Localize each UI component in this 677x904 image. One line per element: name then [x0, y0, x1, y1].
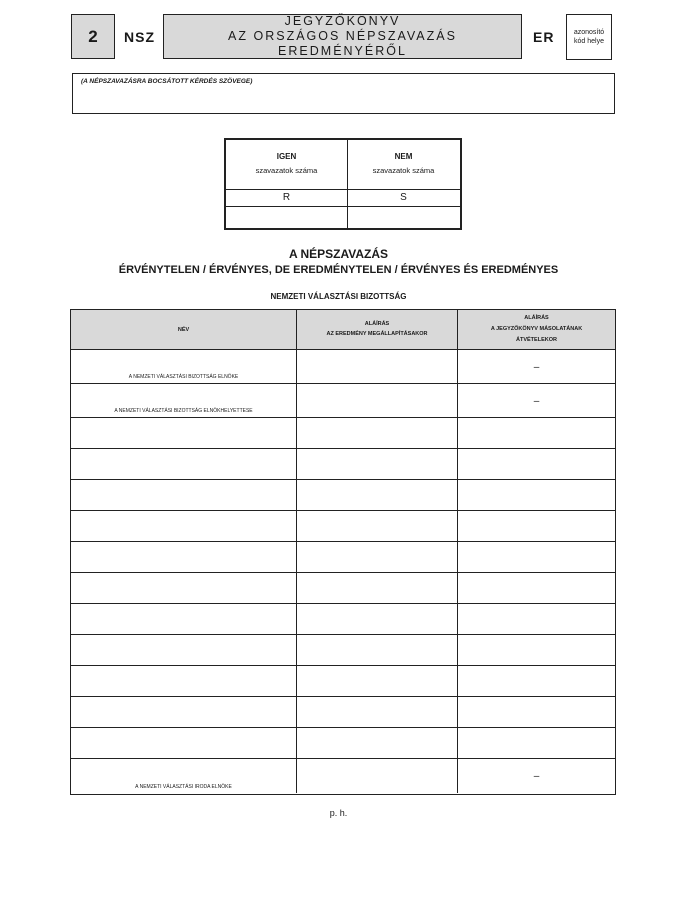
yes-vote-subtitle: szavazatok száma [255, 166, 318, 175]
column-header-signature-copy-line3: ÁTVÉTELEKOR [516, 337, 557, 343]
signature-copy-cell[interactable] [458, 480, 615, 510]
signature-result-cell[interactable] [297, 697, 458, 727]
signature-table-header [71, 310, 615, 350]
signature-copy-cell[interactable] [458, 542, 615, 572]
signature-result-cell[interactable] [297, 573, 458, 603]
name-cell[interactable] [71, 697, 297, 727]
signature-row [71, 384, 615, 418]
signature-result-cell[interactable] [297, 759, 458, 793]
page-number-box [71, 14, 115, 59]
column-header-signature-copy [458, 310, 615, 349]
signature-result-cell[interactable] [297, 666, 458, 696]
signature-result-cell[interactable] [297, 511, 458, 541]
signature-copy-cell[interactable] [458, 573, 615, 603]
role-label: A NEMZETI VÁLASZTÁSI BIZOTTSÁG ELNÖKHELYETTESE [114, 408, 253, 414]
form-code-left: NSZ [124, 29, 155, 45]
yes-vote-count-field[interactable] [226, 205, 347, 228]
signature-result-cell[interactable] [297, 384, 458, 417]
signature-copy-cell[interactable] [458, 350, 615, 383]
name-cell[interactable] [71, 480, 297, 510]
vote-count-table [224, 138, 462, 230]
name-cell[interactable] [71, 635, 297, 665]
signature-row [71, 573, 615, 604]
name-cell[interactable] [71, 350, 297, 383]
name-cell[interactable] [71, 449, 297, 479]
no-vote-header [347, 140, 460, 189]
name-cell[interactable] [71, 759, 297, 793]
signature-copy-cell[interactable] [458, 635, 615, 665]
column-header-signature-copy-line2: A JEGYZŐKÖNYV MÁSOLATÁNAK [490, 326, 583, 332]
referendum-question-field[interactable] [72, 73, 615, 114]
yes-vote-code: R [226, 189, 347, 207]
question-field-label: (A NÉPSZAVAZÁSRA BOCSÁTOTT KÉRDÉS SZÖVEGE) [81, 78, 253, 85]
column-header-signature-result-line2: AZ EREDMÉNY MEGÁLLAPÍTÁSAKOR [326, 331, 428, 337]
signature-row [71, 418, 615, 449]
signature-copy-cell[interactable] [458, 418, 615, 448]
no-vote-subtitle: szavazatok száma [372, 166, 435, 175]
signature-row [71, 480, 615, 511]
name-cell[interactable] [71, 511, 297, 541]
no-vote-title: NEM [394, 152, 413, 161]
column-header-signature-copy-line1: ALÁÍRÁS [524, 315, 549, 321]
stamp-place-label: p. h. [329, 808, 348, 818]
form-code-right: ER [533, 29, 555, 45]
page-number: 2 [88, 26, 98, 46]
signature-row [71, 635, 615, 666]
no-vote-column [347, 140, 460, 228]
column-header-name [71, 310, 297, 349]
signature-row [71, 350, 615, 384]
signature-result-cell[interactable] [297, 418, 458, 448]
signature-copy-cell[interactable] [458, 449, 615, 479]
not-applicable-mark: – [533, 396, 540, 407]
committee-title: NEMZETI VÁLASZTÁSI BIZOTTSÁG [270, 292, 407, 301]
signature-row [71, 449, 615, 480]
signature-row [71, 542, 615, 573]
signature-row [71, 728, 615, 759]
role-label: A NEMZETI VÁLASZTÁSI BIZOTTSÁG ELNÖKE [128, 374, 239, 380]
signature-result-cell[interactable] [297, 542, 458, 572]
signature-copy-cell[interactable] [458, 728, 615, 758]
signature-copy-cell[interactable] [458, 666, 615, 696]
result-options: ÉRVÉNYTELEN / ÉRVÉNYES, DE EREDMÉNYTELEN / ÉRVÉNYES ÉS EREDMÉNYES [118, 264, 559, 276]
signature-result-cell[interactable] [297, 480, 458, 510]
id-code-label-line1: azonosító [573, 29, 605, 36]
name-cell[interactable] [71, 604, 297, 634]
result-title: A NÉPSZAVAZÁS [288, 247, 389, 261]
id-code-label-line2: kód helye [574, 38, 604, 45]
signature-row [71, 666, 615, 697]
yes-vote-title: IGEN [276, 152, 297, 161]
signature-row [71, 511, 615, 542]
column-header-name-label: NÉV [177, 327, 190, 333]
signature-copy-cell[interactable] [458, 759, 615, 793]
signature-copy-cell[interactable] [458, 511, 615, 541]
signature-result-cell[interactable] [297, 449, 458, 479]
document-title-box [163, 14, 522, 59]
signature-copy-cell[interactable] [458, 604, 615, 634]
not-applicable-mark: – [533, 771, 540, 782]
not-applicable-mark: – [533, 362, 540, 373]
name-cell[interactable] [71, 573, 297, 603]
signature-row [71, 697, 615, 728]
name-cell[interactable] [71, 418, 297, 448]
signature-row [71, 604, 615, 635]
id-code-box [566, 14, 612, 60]
document-title-line1: JEGYZŐKÖNYV [284, 14, 401, 28]
name-cell[interactable] [71, 728, 297, 758]
no-vote-count-field[interactable] [347, 205, 460, 228]
no-vote-code: S [347, 189, 460, 207]
signature-copy-cell[interactable] [458, 384, 615, 417]
name-cell[interactable] [71, 384, 297, 417]
signature-result-cell[interactable] [297, 350, 458, 383]
signature-result-cell[interactable] [297, 635, 458, 665]
yes-vote-column [226, 140, 348, 228]
name-cell[interactable] [71, 542, 297, 572]
signature-row [71, 759, 615, 793]
role-label: A NEMZETI VÁLASZTÁSI IRODA ELNÖKE [135, 784, 232, 790]
signature-result-cell[interactable] [297, 604, 458, 634]
yes-vote-header [226, 140, 347, 189]
signature-table [70, 309, 616, 795]
name-cell[interactable] [71, 666, 297, 696]
signature-result-cell[interactable] [297, 728, 458, 758]
signature-copy-cell[interactable] [458, 697, 615, 727]
column-header-signature-result-line1: ALÁÍRÁS [364, 321, 390, 327]
document-title-line2: AZ ORSZÁGOS NÉPSZAVAZÁS EREDMÉNYÉRŐL [228, 29, 457, 58]
column-header-signature-result [297, 310, 458, 349]
